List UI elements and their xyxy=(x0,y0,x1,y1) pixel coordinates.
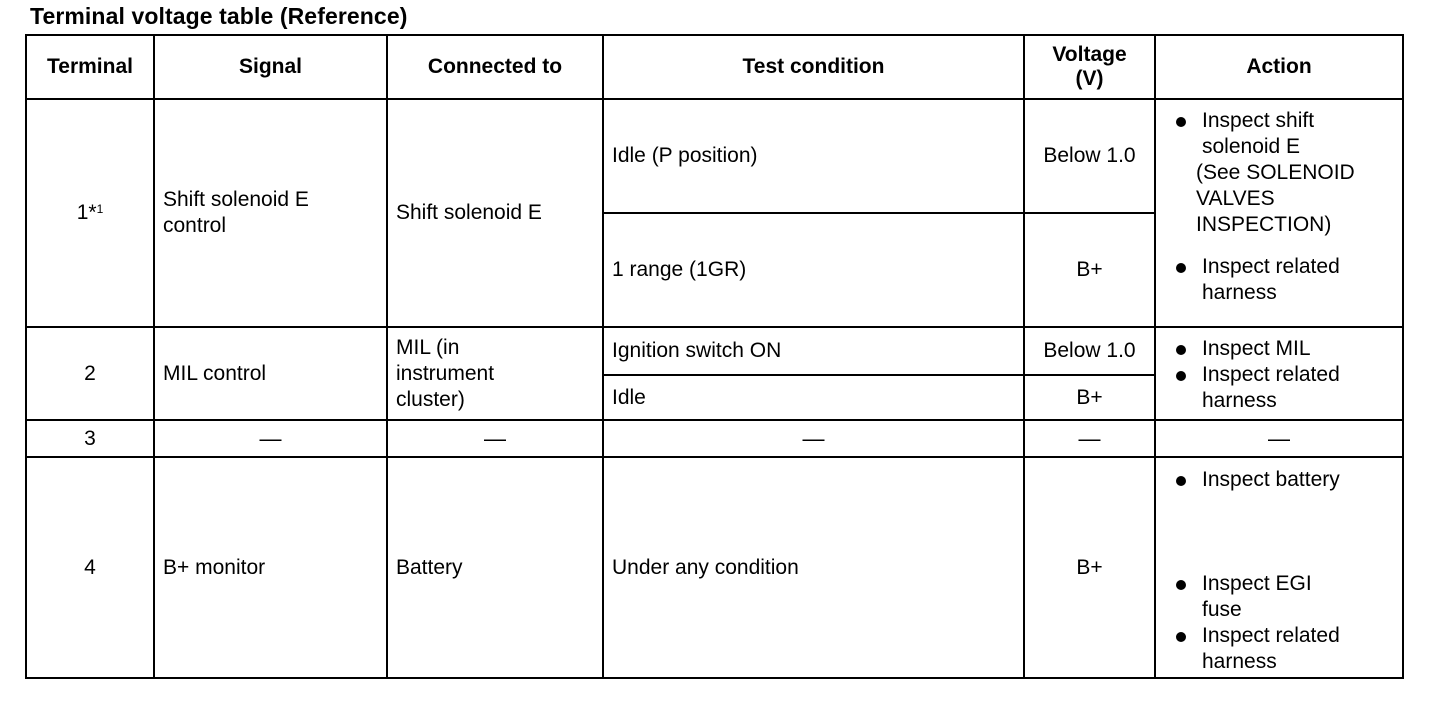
row4-signal: B+ monitor xyxy=(163,555,266,579)
row1-terminal-text: 1* xyxy=(76,201,97,224)
row2-connected-to xyxy=(388,328,602,419)
row2-terminal: 2 xyxy=(84,361,96,385)
row2-test-1: Ignition switch ON xyxy=(612,339,782,362)
row1-action-note: (See SOLENOID VALVES INSPECTION) xyxy=(1196,161,1355,236)
header-signal: Signal xyxy=(238,55,302,78)
row4-action-3: Inspect related harness xyxy=(1156,623,1362,675)
row1-test-2: 1 range (1GR) xyxy=(612,258,747,281)
row2-actions xyxy=(1156,336,1402,416)
row1-terminal xyxy=(27,100,153,326)
header-action: Action xyxy=(1246,55,1312,78)
row2-connected-to-text: MIL (in instrument cluster) xyxy=(396,335,495,411)
row4-test: Under any condition xyxy=(612,555,799,579)
row1-terminal-sup: 1 xyxy=(96,202,104,216)
row1-voltage-2: B+ xyxy=(1076,258,1103,281)
row4-terminal: 4 xyxy=(84,555,96,579)
row3-signal: — xyxy=(259,425,282,451)
row1-test-1: Idle (P position) xyxy=(612,144,758,167)
header-connected-to: Connected to xyxy=(427,55,563,78)
row2-test-2: Idle xyxy=(612,385,646,409)
row4-connected-to: Battery xyxy=(396,555,463,579)
row4-action-1: Inspect battery xyxy=(1156,467,1402,493)
header-test-condition: Test condition xyxy=(742,55,885,78)
row4-action-2: Inspect EGI fuse xyxy=(1156,571,1352,623)
row3-test: — xyxy=(802,425,825,451)
row2-voltage-1: Below 1.0 xyxy=(1043,339,1136,362)
row1-voltage-1: Below 1.0 xyxy=(1043,144,1136,167)
header-voltage xyxy=(1025,36,1154,98)
row1-action-1: Inspect shift solenoid E xyxy=(1156,108,1362,160)
row1-actions xyxy=(1156,108,1402,324)
header-terminal: Terminal xyxy=(47,55,133,78)
row2-action-2: Inspect related harness xyxy=(1156,362,1362,414)
row3-voltage: — xyxy=(1078,425,1101,451)
row1-signal xyxy=(155,100,386,326)
row1-signal-text: Shift solenoid E control xyxy=(163,188,309,237)
header-voltage-label: Voltage (V) xyxy=(1052,43,1127,90)
row1-action-2: Inspect related harness xyxy=(1156,254,1362,306)
row3-action: — xyxy=(1268,425,1290,451)
row1-connected-to: Shift solenoid E xyxy=(396,201,542,224)
row3-terminal: 3 xyxy=(84,426,96,450)
row2-signal: MIL control xyxy=(163,361,267,385)
row4-actions xyxy=(1156,467,1402,675)
row2-voltage-2: B+ xyxy=(1076,385,1103,409)
row2-action-1: Inspect MIL xyxy=(1156,336,1402,362)
row4-voltage: B+ xyxy=(1076,555,1103,579)
row3-connected-to: — xyxy=(484,425,506,451)
page-title: Terminal voltage table (Reference) xyxy=(30,3,408,29)
